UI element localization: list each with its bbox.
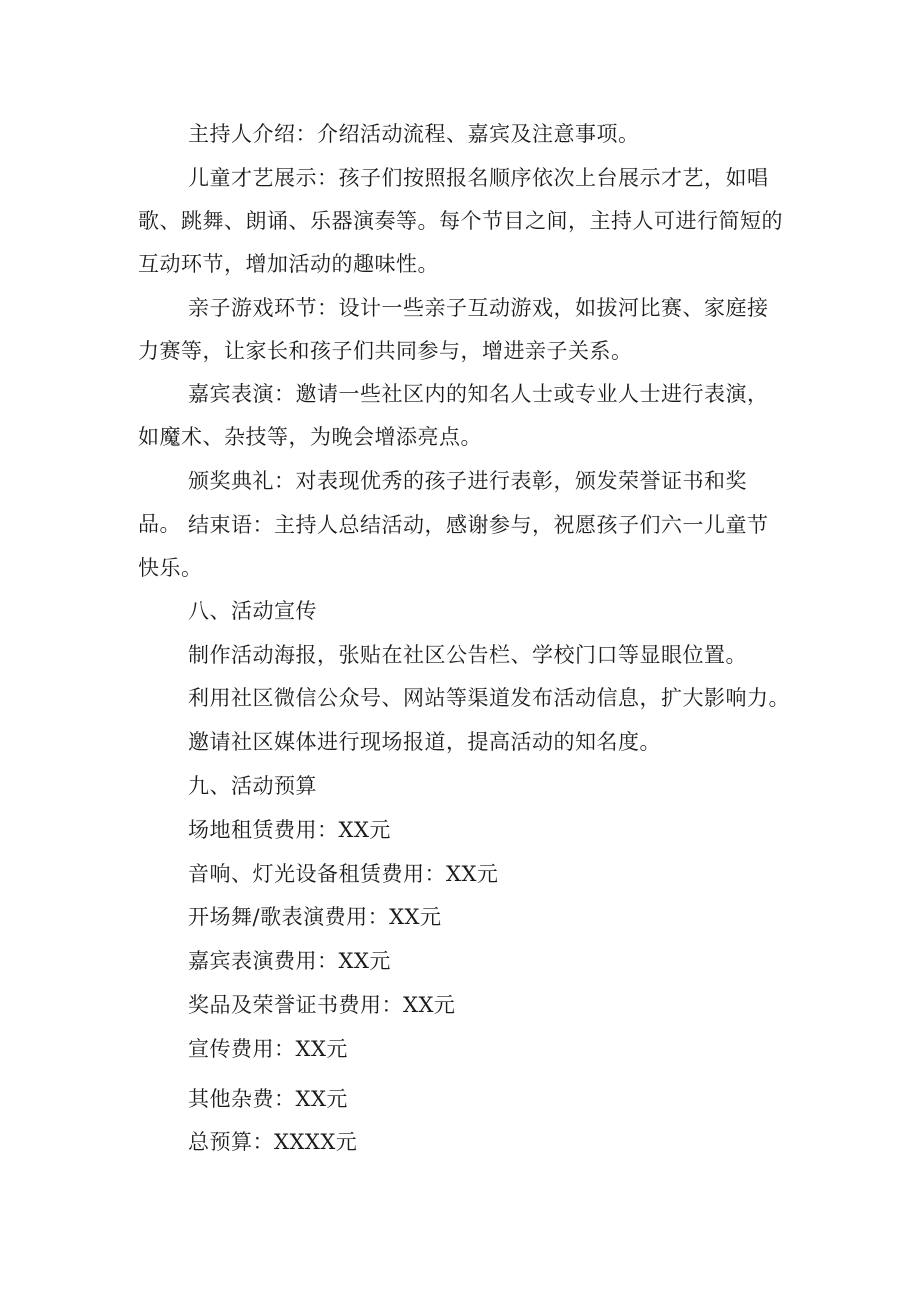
paragraph-closing: 结束语：主持人总结活动，感谢参与，祝愿孩子们六一儿童节快乐。 [138,513,769,580]
paragraph-talent-show: 儿童才艺展示：孩子们按照报名顺序依次上台展示才艺，如唱歌、跳舞、朗诵、乐器演奏等。每个节目之间，主持人可进行简短的互动环节，增加活动的趣味性。 [138,166,783,276]
paragraph-parent-child-games: 亲子游戏环节：设计一些亲子互动游戏，如拔河比赛、家庭接力赛等，让家长和孩子们共同参与，增进亲子关系。 [138,296,769,363]
section-heading-budget: 九、活动预算 [188,774,317,798]
budget-item: 其他杂费：XX元 [188,1087,348,1111]
budget-item: 音响、灯光设备租赁费用：XX元 [188,862,499,886]
budget-item: 奖品及荣誉证书费用：XX元 [188,993,456,1017]
budget-item: 场地租赁费用：XX元 [188,818,391,842]
budget-item: 开场舞/歌表演费用：XX元 [188,905,442,929]
budget-item: 宣传费用：XX元 [188,1037,348,1061]
paragraph-guest-performance: 嘉宾表演：邀请一些社区内的知名人士或专业人士进行表演，如魔术、杂技等，为晚会增添亮点。 [138,382,769,449]
promotion-item: 利用社区微信公众号、网站等渠道发布活动信息，扩大影响力。 [188,686,790,710]
paragraph-award-ceremony: 颁奖典礼：对表现优秀的孩子进行表彰，颁发荣誉证书和奖品。 [138,469,747,536]
budget-total: 总预算：XXXX元 [188,1130,358,1154]
promotion-item: 制作活动海报，张贴在社区公告栏、学校门口等显眼位置。 [188,643,747,667]
promotion-item: 邀请社区媒体进行现场报道，提高活动的知名度。 [188,730,661,754]
section-heading-promotion: 八、活动宣传 [188,599,317,623]
paragraph-host-intro: 主持人介绍：介绍活动流程、嘉宾及注意事项。 [188,122,640,146]
budget-item: 嘉宾表演费用：XX元 [188,949,391,973]
